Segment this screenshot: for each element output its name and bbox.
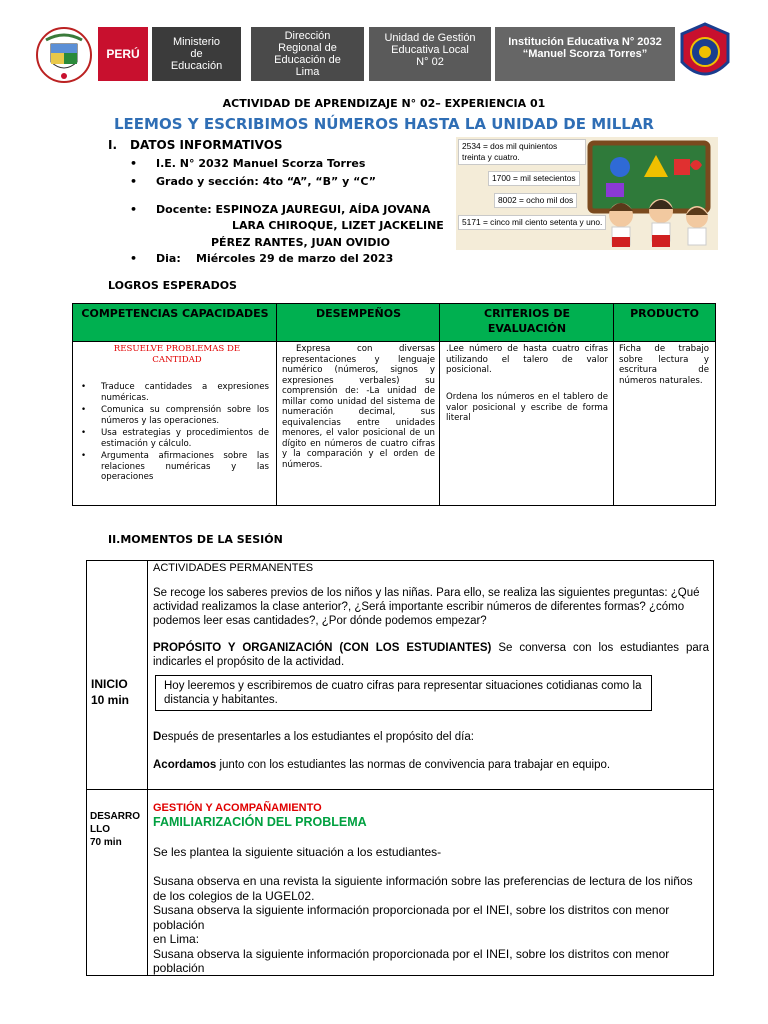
- situacion-p3: Susana observa la siguiente información proporcionada por el INEI, sobre los distritos con menor población: [153, 946, 670, 975]
- docente-item: • Docente: ESPINOZA JAUREGUI, AÍDA JOVANA: [130, 203, 431, 216]
- header-desempenos: DESEMPEÑOS: [315, 307, 402, 320]
- criterio-1: .Lee número de hasta cuatro cifras utilizando el talero de valor posicional.: [446, 344, 608, 375]
- desarrollo-label: DESARRO LLO 70 min: [90, 811, 141, 848]
- proposito-heading: PROPÓSITO Y ORGANIZACIÓN (CON LOS ESTUDIANTES): [153, 642, 492, 654]
- institucion-box: Institución Educativa N° 2032 “Manuel Scorza Torres”: [495, 27, 675, 81]
- producto-text: Ficha de trabajo sobre lectura y escritura de números naturales.: [619, 344, 709, 386]
- competencia-title: RESUELVE PROBLEMAS DE CANTIDAD: [113, 344, 241, 365]
- number-note-4: 5171 = cinco mil ciento setenta y uno.: [458, 215, 606, 230]
- gestion-heading: GESTIÓN Y ACOMPAÑAMIENTO: [153, 802, 322, 814]
- ugel-box: Unidad de Gestión Educativa Local N° 02: [369, 27, 491, 81]
- proposito-box: Hoy leeremos y escribiremos de cuatro cifras para representar situaciones cotidianas como la distancia y habitantes.: [155, 675, 652, 711]
- peru-coat-of-arms-icon: [34, 22, 94, 88]
- activity-title: ACTIVIDAD DE APRENDIZAJE N° 02– EXPERIENCIA 01: [222, 97, 546, 110]
- situacion-text: [153, 874, 707, 976]
- despues-initial: D: [153, 731, 162, 743]
- acordamos-rest: junto con los estudiantes las normas de convivencia para trabajar en equipo.: [216, 759, 611, 771]
- momentos-heading: II.MOMENTOS DE LA SESIÓN: [108, 533, 283, 546]
- competencias-table: [72, 303, 716, 506]
- inicio-time: 10 min: [91, 693, 130, 707]
- school-badge-icon: [680, 22, 730, 88]
- despues-text: [153, 730, 474, 744]
- number-note-3: 8002 = ocho mil dos: [494, 193, 577, 208]
- header-competencias: COMPETENCIAS CAPACIDADES: [81, 307, 269, 320]
- capacidad-item: Usa estrategias y procedimientos de estimación y cálculo.: [101, 428, 269, 449]
- proposito-rest: Se conversa con los estudiantes para indicarles el propósito de la actividad.: [153, 642, 709, 668]
- actividades-permanentes: ACTIVIDADES PERMANENTES: [153, 562, 314, 574]
- capacidades-list: • Traduce cantidades a expresiones numéricas. • Comunica su comprensión sobre los números y las operaciones. • Usa estrategias y procedimientos de estimación y cálculo. • Argumenta afirmaciones sobre las relaciones numéricas y las operaciones: [81, 382, 269, 482]
- header-criterios: CRITERIOS DE EVALUACIÓN: [484, 307, 570, 335]
- docente-line-3: PÉREZ RANTES, JUAN OVIDIO: [211, 236, 390, 249]
- grado-item: • Grado y sección: 4to “A”, “B” y “C”: [130, 175, 377, 188]
- situacion-p2b: en Lima:: [153, 932, 200, 946]
- main-title: LEEMOS Y ESCRIBIMOS NÚMEROS HASTA LA UNIDAD DE MILLAR: [114, 115, 654, 133]
- capacidad-item: Traduce cantidades a expresiones numéricas.: [101, 382, 269, 403]
- inicio-label: INICIO: [91, 677, 128, 691]
- number-note-2: 1700 = mil setecientos: [488, 171, 580, 186]
- proposito-text: [153, 641, 709, 669]
- capacidad-item: Argumenta afirmaciones sobre las relaciones numéricas y las operaciones: [101, 451, 269, 482]
- criterio-2: Ordena los números en el tablero de valor posicional y escribe de forma literal: [446, 392, 608, 423]
- dre-box: Dirección Regional de Educación de Lima: [251, 27, 364, 81]
- acordamos-text: [153, 758, 610, 772]
- ie-item: • I.E. N° 2032 Manuel Scorza Torres: [130, 157, 366, 170]
- header-producto: PRODUCTO: [630, 307, 699, 320]
- momentos-table: [86, 560, 714, 976]
- ministerio-box: Ministerio de Educación: [152, 27, 241, 81]
- capacidad-item: Comunica su comprensión sobre los números y las operaciones.: [101, 405, 269, 426]
- familiarizacion-heading: FAMILIARIZACIÓN DEL PROBLEMA: [153, 815, 367, 829]
- acordamos-word: Acordamos: [153, 759, 217, 771]
- docente-line-2: LARA CHIROQUE, LIZET JACKELINE: [232, 219, 444, 232]
- peru-label: PERÚ: [98, 27, 148, 81]
- situacion-p1: Susana observa en una revista la siguiente información sobre las preferencias de lectura de los niños de los colegios de la UGEL02.: [153, 874, 693, 903]
- plantea-text: Se les plantea la siguiente situación a los estudiantes-: [153, 845, 442, 859]
- logros-heading: LOGROS ESPERADOS: [108, 279, 237, 292]
- despues-rest: espués de presentarles a los estudiantes el propósito del día:: [161, 731, 474, 743]
- datos-heading: I. DATOS INFORMATIVOS: [108, 138, 283, 152]
- classroom-illustration: [456, 137, 718, 250]
- dia-item: • Dia: Miércoles 29 de marzo del 2023: [130, 252, 394, 265]
- situacion-p2: Susana observa la siguiente información proporcionada por el INEI, sobre los distritos con menor población: [153, 903, 670, 932]
- saberes-previos: Se recoge los saberes previos de los niños y las niñas. Para ello, se realiza las siguientes preguntas: ¿Qué actividad realizamos la clase anterior?, ¿Será importante escribir números de diferentes formas? ¿cómo podemos leer esas cantidades?, ¿Por dónde podemos empezar?: [153, 587, 700, 627]
- number-note-1: 2534 = dos mil quinientos treinta y cuatro.: [458, 139, 586, 165]
- desempeno-text: Expresa con diversas representaciones y lenguaje numérico (números, signos y expresiones verbales) su comprensión de: -La unidad de millar como unidad del sistema de numeración decimal, sus equivalencias entre unidades menores, el valor posicional de un dígito en números de cuatro cifras y la comparación y el orden de números.: [282, 344, 435, 470]
